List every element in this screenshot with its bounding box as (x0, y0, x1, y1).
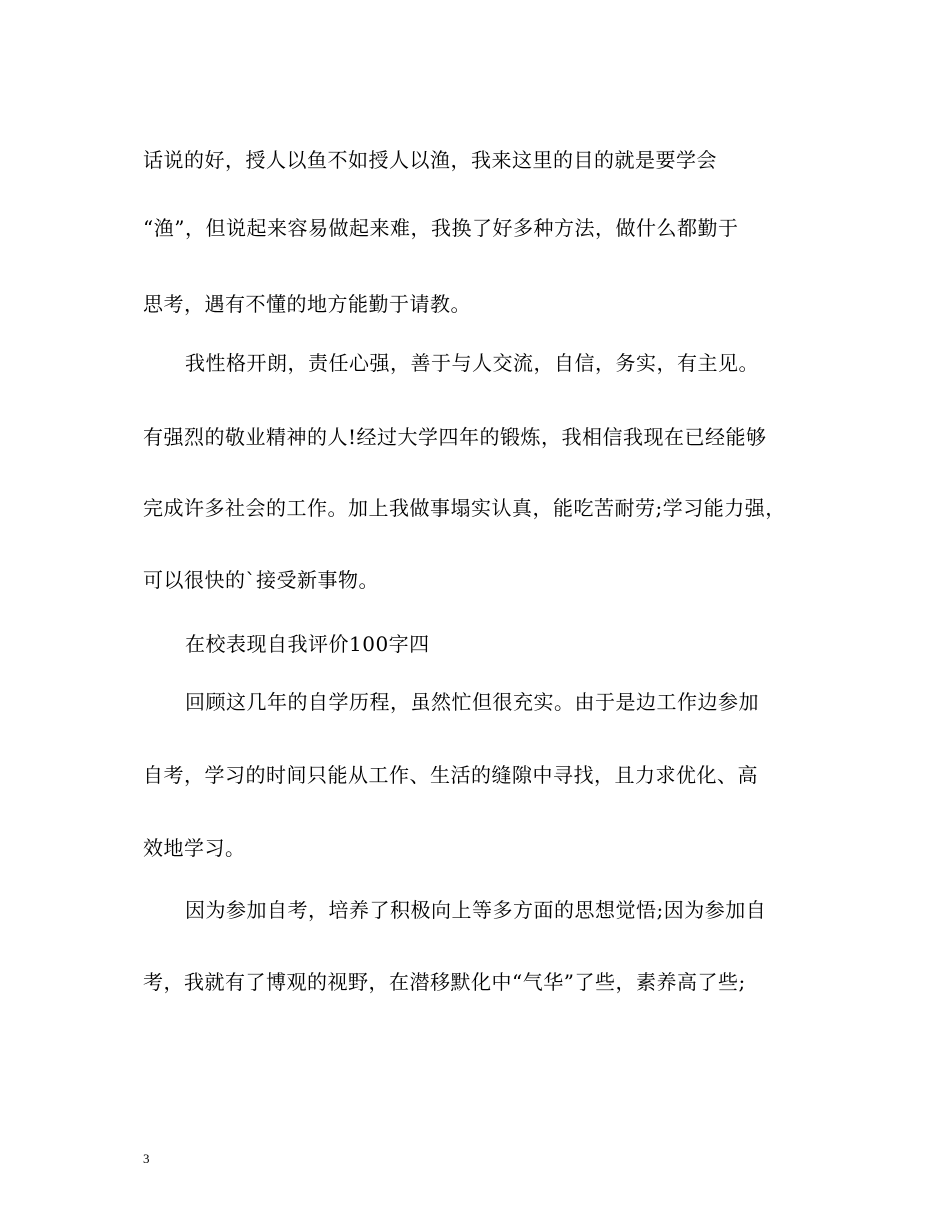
text-line: 话说的好，授人以鱼不如授人以渔，我来这里的目的就是要学会 (143, 148, 717, 172)
section-heading: 在校表现自我评价100字四 (185, 632, 430, 656)
text-line: 效地学习。 (143, 836, 246, 860)
paragraph-first-line: 回顾这几年的自学历程，虽然忙但很充实。由于是边工作边参加 (185, 690, 759, 714)
paragraph-first-line: 我性格开朗，责任心强，善于与人交流，自信，务实，有主见。 (185, 351, 759, 375)
text-line: 考，我就有了博观的视野，在潜移默化中“气华”了些，素养高了些; (143, 970, 746, 994)
text-line: 自考，学习的时间只能从工作、生活的缝隙中寻找，且力求优化、高 (143, 763, 758, 787)
text-line: 思考，遇有不懂的地方能勤于请教。 (143, 292, 471, 316)
text-line: 可以很快的`接受新事物。 (143, 568, 379, 592)
text-line: “渔”，但说起来容易做起来难，我换了好多种方法，做什么都勤于 (143, 216, 739, 240)
text-line: 完成许多社会的工作。加上我做事塌实认真，能吃苦耐劳;学习能力强， (143, 496, 786, 520)
page-number: 3 (143, 1151, 150, 1166)
text-line: 有强烈的敬业精神的人!经过大学四年的锻炼，我相信我现在已经能够 (143, 425, 767, 449)
paragraph-first-line: 因为参加自考，培养了积极向上等多方面的思想觉悟;因为参加自 (185, 898, 767, 922)
